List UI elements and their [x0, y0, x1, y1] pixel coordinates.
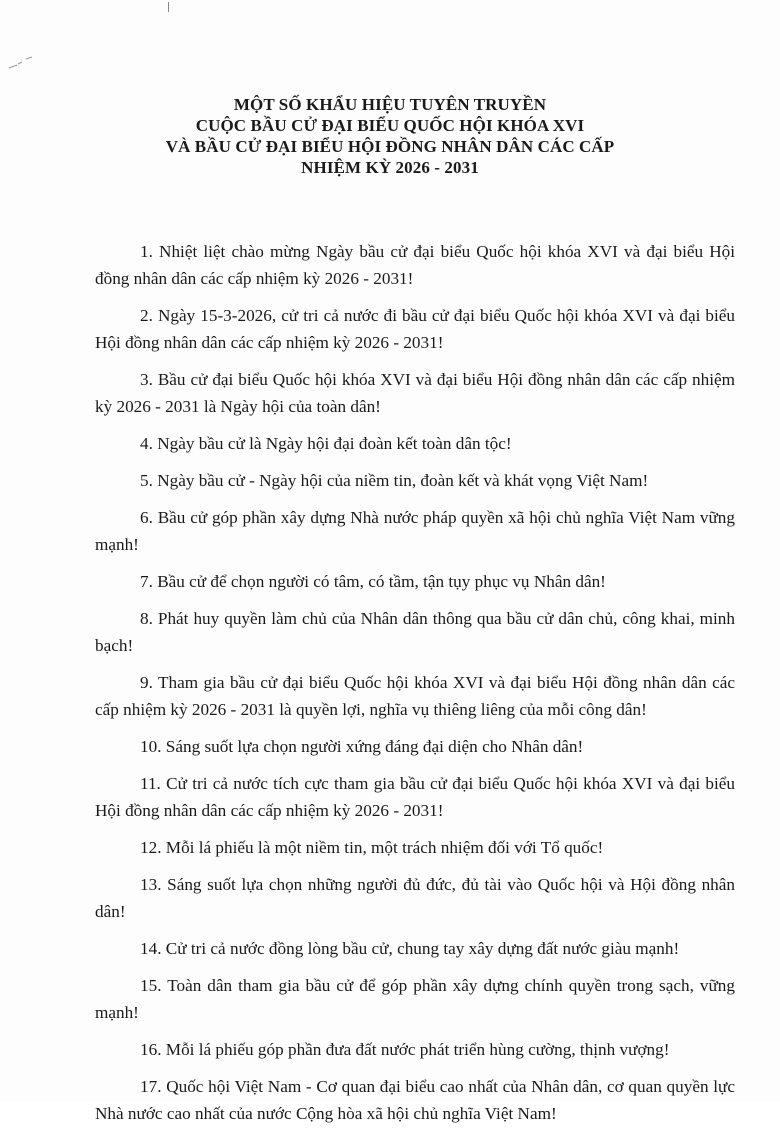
slogan-number: 15.: [140, 976, 162, 995]
slogan-text: Toàn dân tham gia bầu cử để góp phần xây dựng chính quyền trong sạch, vững mạnh!: [95, 976, 735, 1022]
slogan-number: 9.: [140, 673, 153, 692]
slogan-number: 17.: [140, 1077, 162, 1096]
title-line-4: NHIỆM KỲ 2026 - 2031: [301, 158, 479, 177]
slogan-item: [95, 238, 735, 292]
slogan-number: 10.: [140, 737, 162, 756]
document-title: [0, 94, 780, 178]
title-line-1: MỘT SỐ KHẨU HIỆU TUYÊN TRUYỀN: [233, 95, 547, 114]
slogan-item: [95, 733, 735, 760]
slogan-text: Sáng suốt lựa chọn người xứng đáng đại diện cho Nhân dân!: [165, 737, 584, 756]
slogan-text: Nhiệt liệt chào mừng Ngày bầu cử đại biểu Quốc hội khóa XVI và đại biểu Hội đồng nhân dân các cấp nhiệm kỳ 2026 - 2031!: [95, 242, 735, 288]
slogan-number: 12.: [140, 838, 162, 857]
slogan-text: Mỗi lá phiếu góp phần đưa đất nước phát triển hùng cường, thịnh vượng!: [165, 1040, 670, 1059]
slogan-text: Ngày bầu cử là Ngày hội đại đoàn kết toàn dân tộc!: [157, 434, 512, 453]
slogan-number: 6.: [140, 508, 153, 527]
slogan-text: Tham gia bầu cử đại biểu Quốc hội khóa XVI và đại biểu Hội đồng nhân dân các cấp nhiệm kỳ 2026 - 2031 là quyền lợi, nghĩa vụ thiêng liêng của mỗi công dân!: [95, 673, 735, 719]
slogan-item: [95, 467, 735, 494]
slogan-number: 4.: [140, 434, 153, 453]
title-line-3: VÀ BẦU CỬ ĐẠI BIỂU HỘI ĐỒNG NHÂN DÂN CÁC CẤP: [165, 137, 615, 156]
slogan-number: 8.: [140, 609, 153, 628]
slogan-text: Bầu cử góp phần xây dựng Nhà nước pháp quyền xã hội chủ nghĩa Việt Nam vững mạnh!: [95, 508, 735, 554]
slogan-text: Ngày bầu cử - Ngày hội của niềm tin, đoàn kết và khát vọng Việt Nam!: [157, 471, 649, 490]
slogan-item: [95, 430, 735, 457]
slogan-item: [95, 935, 735, 962]
slogan-text: Cử tri cả nước đồng lòng bầu cử, chung tay xây dựng đất nước giàu mạnh!: [165, 939, 680, 958]
scan-smudge: [8, 56, 34, 70]
slogan-item: [95, 834, 735, 861]
title-line-2: CUỘC BẦU CỬ ĐẠI BIỂU QUỐC HỘI KHÓA XVI: [195, 116, 585, 135]
slogan-number: 3.: [140, 370, 153, 389]
slogan-number: 13.: [140, 875, 162, 894]
slogan-number: 14.: [140, 939, 162, 958]
slogan-item: [95, 770, 735, 824]
slogan-number: 7.: [140, 572, 153, 591]
slogan-number: 16.: [140, 1040, 162, 1059]
slogan-item: [95, 669, 735, 723]
scan-artifact: [168, 2, 169, 12]
slogan-item: [95, 871, 735, 925]
slogan-item: [95, 605, 735, 659]
slogan-text: Phát huy quyền làm chủ của Nhân dân thông qua bầu cử dân chủ, công khai, minh bạch!: [95, 609, 735, 655]
slogan-number: 1.: [140, 242, 153, 261]
slogan-item: [95, 302, 735, 356]
slogan-item: [95, 972, 735, 1026]
slogan-item: [95, 1036, 735, 1063]
slogan-text: Sáng suốt lựa chọn những người đủ đức, đủ tài vào Quốc hội và Hội đồng nhân dân!: [95, 875, 735, 921]
slogan-item: [95, 568, 735, 595]
slogan-text: Cử tri cả nước tích cực tham gia bầu cử đại biểu Quốc hội khóa XVI và đại biểu Hội đồng nhân dân các cấp nhiệm kỳ 2026 - 2031!: [95, 774, 735, 820]
slogan-list: [95, 238, 735, 1137]
slogan-number: 2.: [140, 306, 153, 325]
slogan-number: 5.: [140, 471, 153, 490]
slogan-text: Bầu cử để chọn người có tâm, có tầm, tận tụy phục vụ Nhân dân!: [157, 572, 606, 591]
slogan-text: Mỗi lá phiếu là một niềm tin, một trách nhiệm đối với Tổ quốc!: [165, 838, 604, 857]
slogan-number: 11.: [140, 774, 161, 793]
slogan-text: Bầu cử đại biểu Quốc hội khóa XVI và đại biểu Hội đồng nhân dân các cấp nhiệm kỳ 2026 - 2031 là Ngày hội của toàn dân!: [95, 370, 735, 416]
slogan-item: [95, 504, 735, 558]
slogan-text: Quốc hội Việt Nam - Cơ quan đại biểu cao nhất của Nhân dân, cơ quan quyền lực Nhà nước cao nhất của nước Cộng hòa xã hội chủ nghĩa Việt Nam!: [95, 1077, 736, 1123]
slogan-item: [95, 366, 735, 420]
slogan-text: Ngày 15-3-2026, cử tri cả nước đi bầu cử đại biểu Quốc hội khóa XVI và đại biểu Hội đồng nhân dân các cấp nhiệm kỳ 2026 - 2031!: [95, 306, 735, 352]
slogan-item: [95, 1073, 735, 1127]
